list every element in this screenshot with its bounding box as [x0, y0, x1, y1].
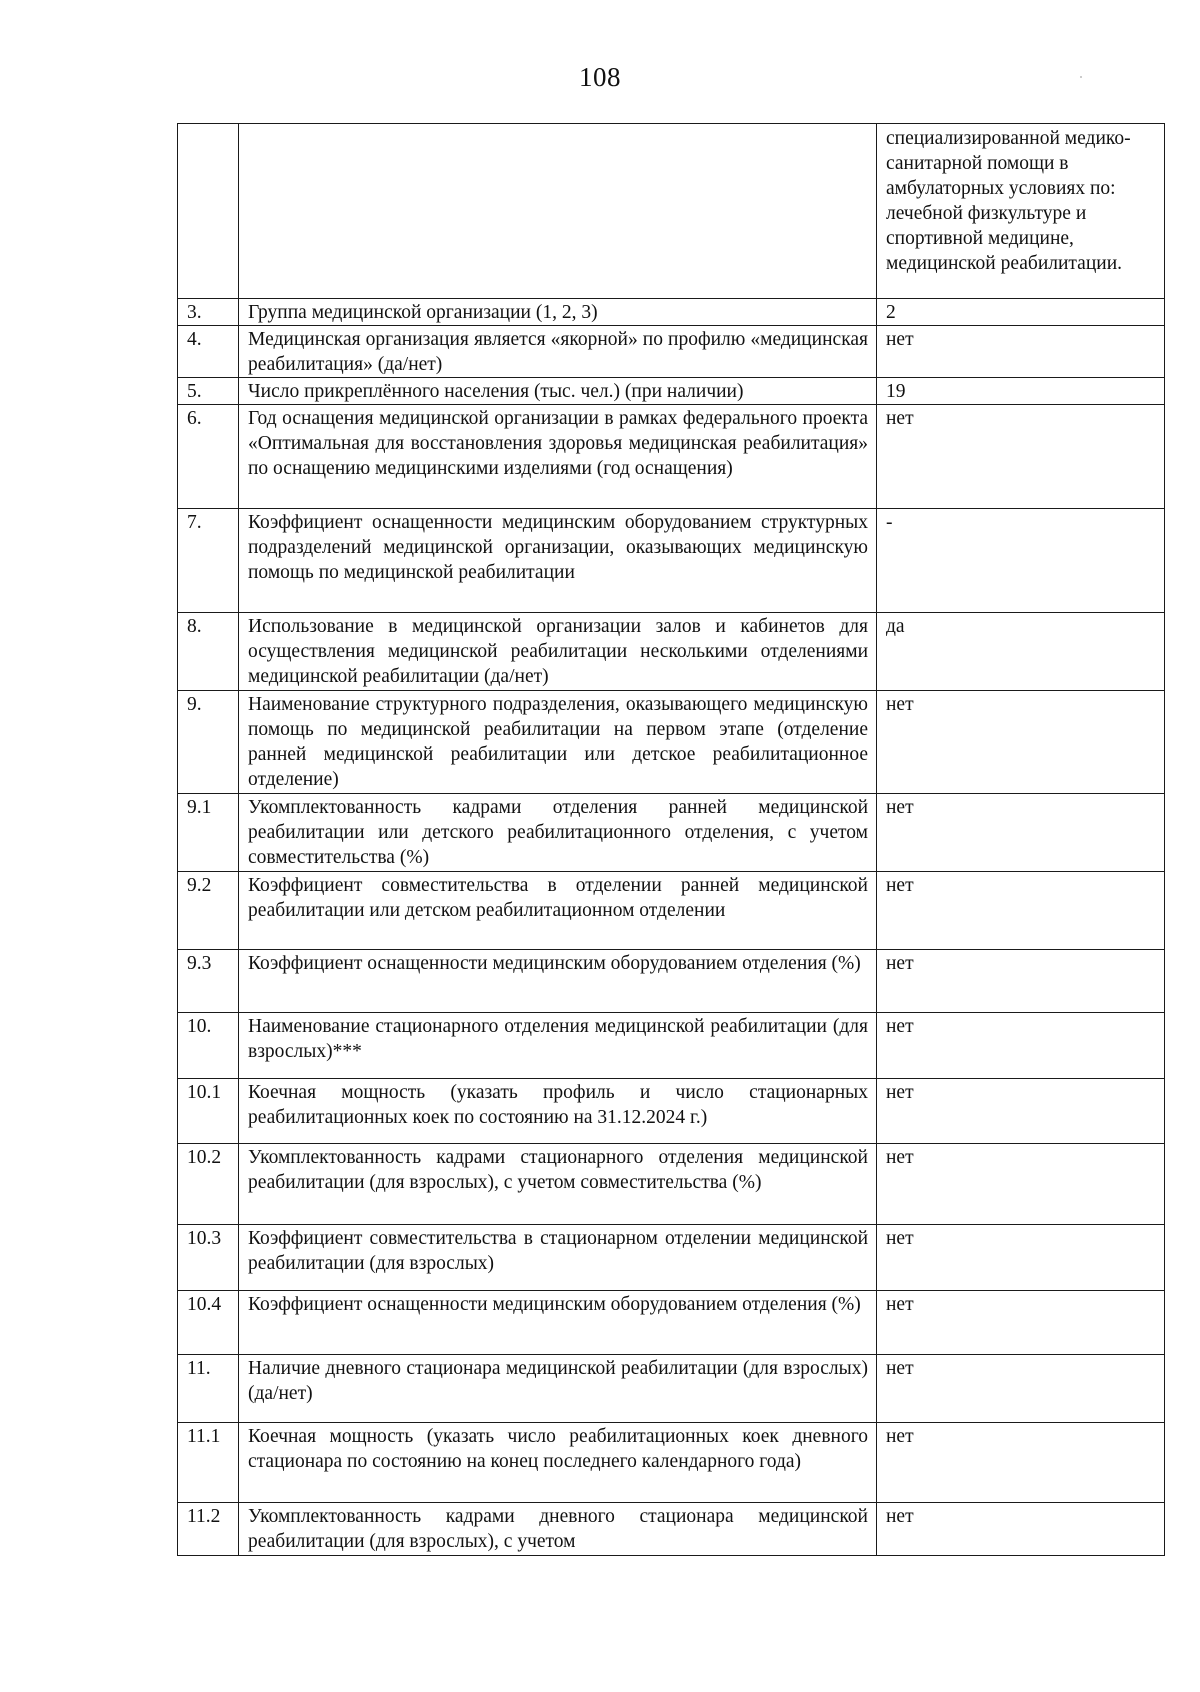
table-row: [178, 950, 1165, 1013]
table-row: [178, 509, 1165, 613]
row-value: специализированной медико-санитарной помощи в амбулаторных условиях по: лечебной физкультуре и спортивной медицине, медицинской реабилитации.: [877, 124, 1165, 299]
row-description: Укомплектованность кадрами отделения ранней медицинской реабилитации или детского реабилитационного отделения, с учетом совместительства (%): [239, 794, 877, 872]
row-value: нет: [877, 326, 1165, 378]
row-number: 11.1: [178, 1423, 239, 1503]
row-number: [178, 124, 239, 299]
table-row: [178, 1423, 1165, 1503]
table-row: [178, 794, 1165, 872]
row-value: нет: [877, 1225, 1165, 1291]
table-row: [178, 378, 1165, 405]
table-row: [178, 1291, 1165, 1355]
row-value: нет: [877, 794, 1165, 872]
row-number: 10.2: [178, 1144, 239, 1225]
row-number: 4.: [178, 326, 239, 378]
row-description: Коэффициент оснащенности медицинским оборудованием отделения (%): [239, 1291, 877, 1355]
row-number: 9.1: [178, 794, 239, 872]
row-number: 10.3: [178, 1225, 239, 1291]
row-number: 8.: [178, 613, 239, 691]
row-description: Число прикреплённого населения (тыс. чел.) (при наличии): [239, 378, 877, 405]
row-description: Коэффициент оснащенности медицинским оборудованием отделения (%): [239, 950, 877, 1013]
row-description: Медицинская организация является «якорной» по профилю «медицинская реабилитация» (да/нет): [239, 326, 877, 378]
row-description: Коечная мощность (указать число реабилитационных коек дневного стационара по состоянию на конец последнего календарного года): [239, 1423, 877, 1503]
row-description: Наименование структурного подразделения, оказывающего медицинскую помощь по медицинской реабилитации на первом этапе (отделение ранней медицинской реабилитации или детское реабилитационное отделение): [239, 691, 877, 794]
table-row: [178, 299, 1165, 326]
row-number: 9.3: [178, 950, 239, 1013]
row-number: 9.2: [178, 872, 239, 950]
page-number: 108: [579, 62, 621, 92]
row-description: Коэффициент оснащенности медицинским оборудованием структурных подразделений медицинской организации, оказывающих медицинскую помощь по медицинской реабилитации: [239, 509, 877, 613]
row-value: нет: [877, 1144, 1165, 1225]
table-row: [178, 405, 1165, 509]
row-description: Коечная мощность (указать профиль и число стационарных реабилитационных коек по состоянию на 31.12.2024 г.): [239, 1079, 877, 1144]
row-number: 5.: [178, 378, 239, 405]
row-description: Наименование стационарного отделения медицинской реабилитации (для взрослых)***: [239, 1013, 877, 1079]
row-value: нет: [877, 1013, 1165, 1079]
row-number: 10.4: [178, 1291, 239, 1355]
row-value: нет: [877, 950, 1165, 1013]
table-row: [178, 613, 1165, 691]
table-row: [178, 1079, 1165, 1144]
row-description: Укомплектованность кадрами стационарного отделения медицинской реабилитации (для взрослых), с учетом совместительства (%): [239, 1144, 877, 1225]
table-row: [178, 326, 1165, 378]
row-description: Использование в медицинской организации залов и кабинетов для осуществления медицинской реабилитации несколькими отделениями медицинской реабилитации (да/нет): [239, 613, 877, 691]
scan-artifact: [1080, 76, 1082, 78]
row-value: -: [877, 509, 1165, 613]
row-value: нет: [877, 872, 1165, 950]
table-row: [178, 1225, 1165, 1291]
table-row: [178, 1355, 1165, 1423]
table-row: [178, 1144, 1165, 1225]
row-number: 3.: [178, 299, 239, 326]
row-number: 10.1: [178, 1079, 239, 1144]
row-value: нет: [877, 1291, 1165, 1355]
row-value: 19: [877, 378, 1165, 405]
row-description: Группа медицинской организации (1, 2, 3): [239, 299, 877, 326]
row-number: 10.: [178, 1013, 239, 1079]
row-value: нет: [877, 1355, 1165, 1423]
row-value: нет: [877, 691, 1165, 794]
table-row: [178, 1503, 1165, 1556]
row-value: нет: [877, 405, 1165, 509]
row-description: Наличие дневного стационара медицинской реабилитации (для взрослых) (да/нет): [239, 1355, 877, 1423]
table-row: [178, 691, 1165, 794]
row-number: 11.: [178, 1355, 239, 1423]
row-value: нет: [877, 1423, 1165, 1503]
row-value: нет: [877, 1079, 1165, 1144]
table-row: [178, 124, 1165, 299]
row-description: Год оснащения медицинской организации в рамках федерального проекта «Оптимальная для восстановления здоровья медицинская реабилитация» по оснащению медицинскими изделиями (год оснащения): [239, 405, 877, 509]
rehabilitation-data-table: [177, 123, 1165, 1556]
row-number: 6.: [178, 405, 239, 509]
row-number: 9.: [178, 691, 239, 794]
row-value: 2: [877, 299, 1165, 326]
row-number: 11.2: [178, 1503, 239, 1556]
table-row: [178, 872, 1165, 950]
row-description: Коэффициент совместительства в отделении ранней медицинской реабилитации или детском реабилитационном отделении: [239, 872, 877, 950]
row-description: Коэффициент совместительства в стационарном отделении медицинской реабилитации (для взрослых): [239, 1225, 877, 1291]
row-value: нет: [877, 1503, 1165, 1556]
row-value: да: [877, 613, 1165, 691]
row-description: Укомплектованность кадрами дневного стационара медицинской реабилитации (для взрослых), с учетом: [239, 1503, 877, 1556]
table-row: [178, 1013, 1165, 1079]
row-number: 7.: [178, 509, 239, 613]
row-description: [239, 124, 877, 299]
